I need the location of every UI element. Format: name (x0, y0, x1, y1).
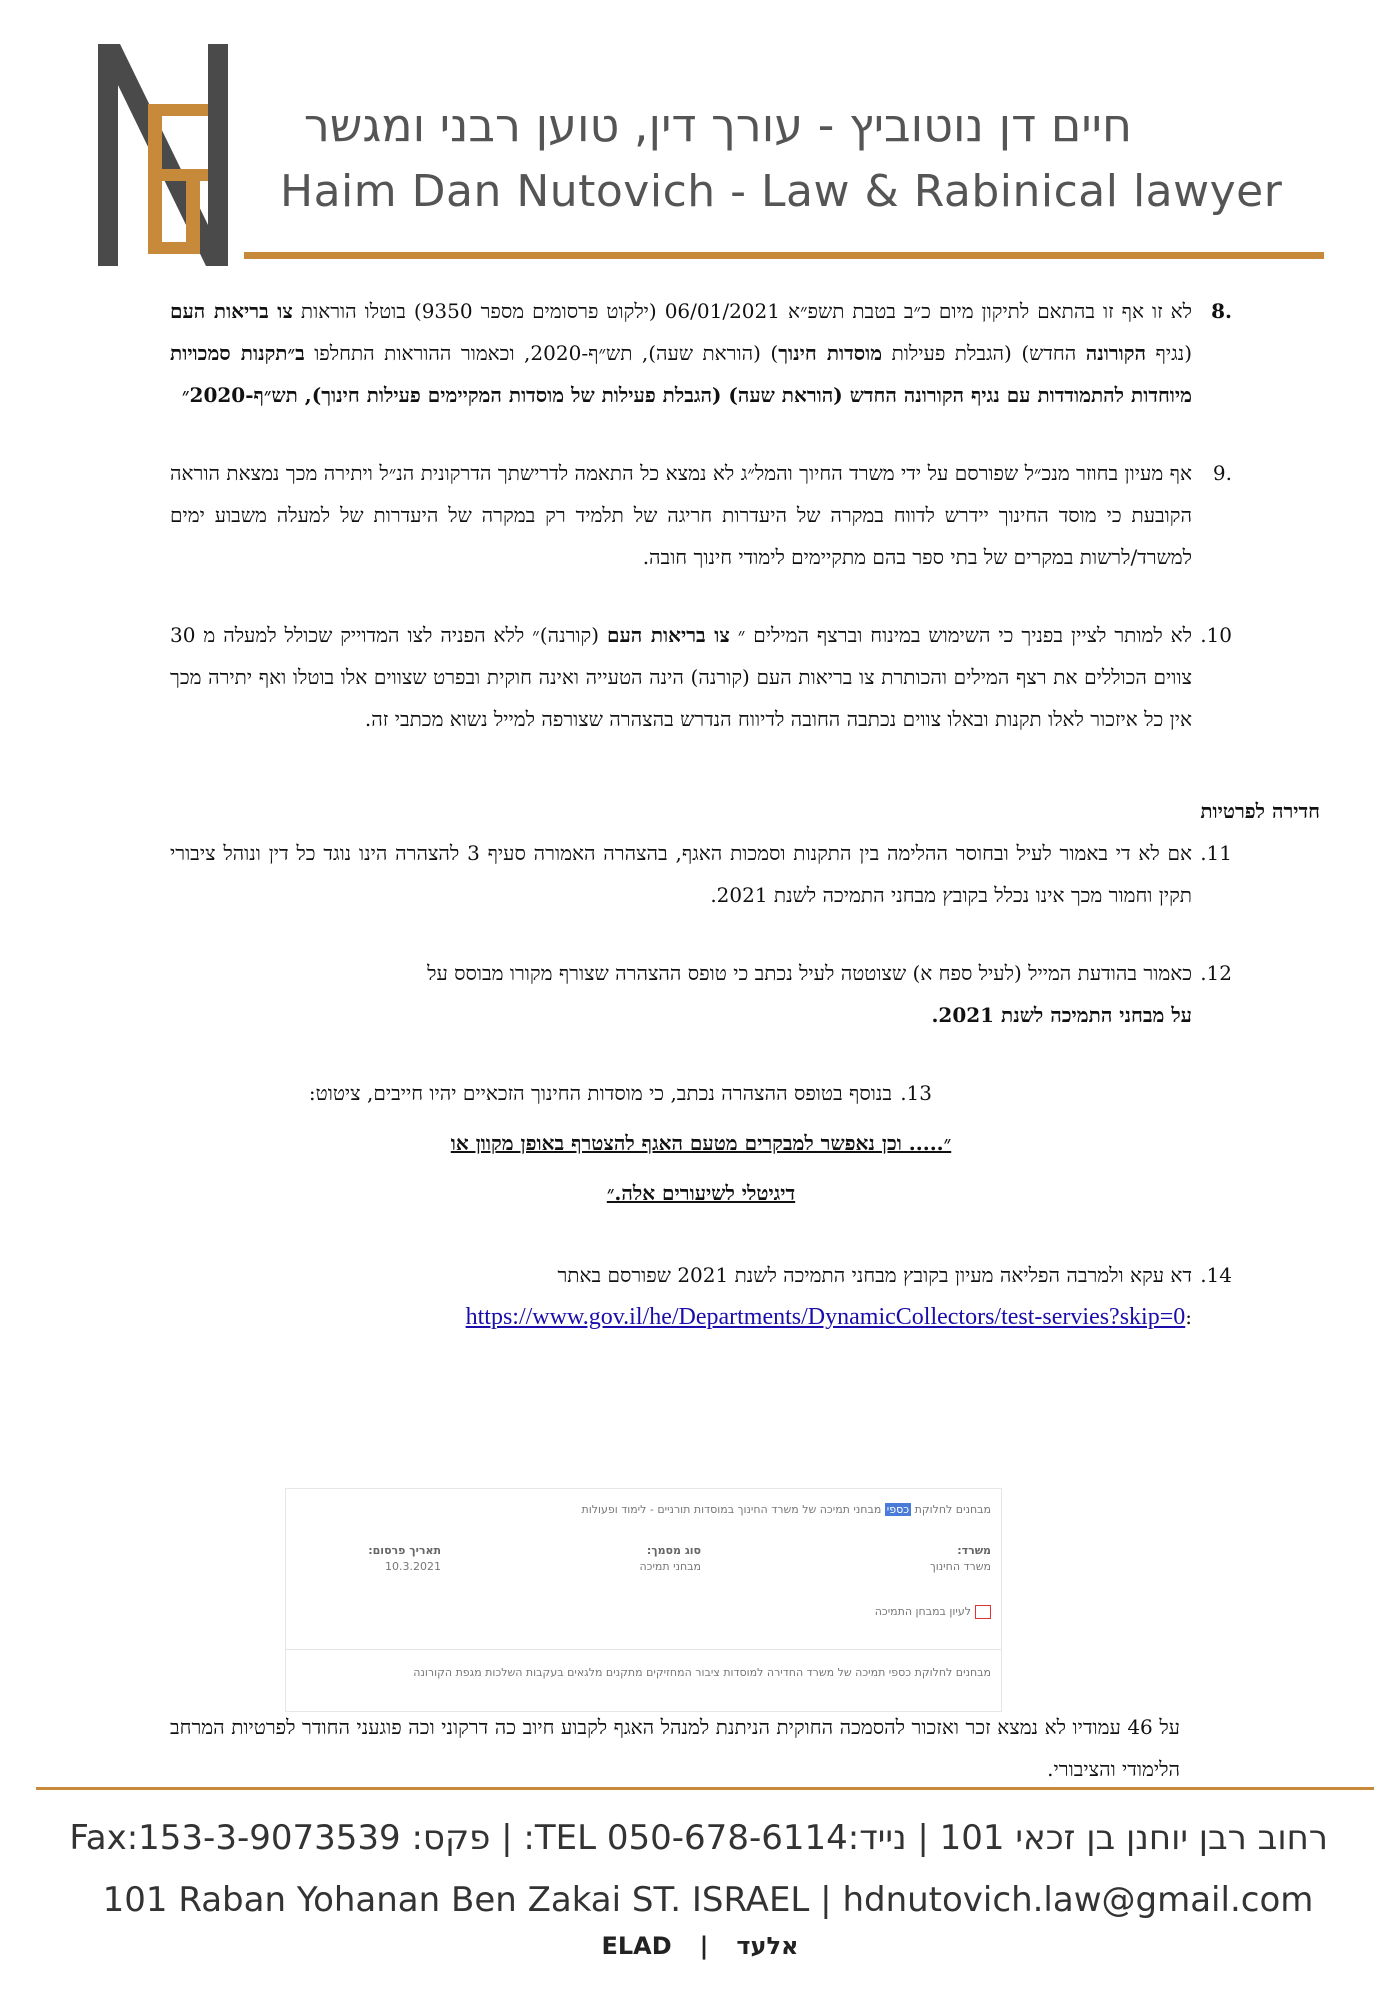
text-run: (קורנה)״ ללא הפניה לצו המדוייק שכולל למעלה מ 30 צווים הכוללים את רצף המילים והכותרת צו בריאות העם (קורנה) הינה הטעייה ואינה חוקית ובפרט שצווים אלו בוטלו ואף יתירה מכך אין כל איזכור לאלו תקנות ובאלו צווים נכתבה החובה לדיווח הנדרש בהצהרה שצורפה למייל נשוא מכתבי זה. (170, 623, 1192, 731)
city-hebrew: אלעד (736, 1932, 799, 1960)
city-english: ELAD (601, 1932, 672, 1960)
bold-run: על מבחני התמיכה לשנת 2021. (931, 1003, 1192, 1027)
field-value: מבחני תמיכה (639, 1560, 701, 1573)
paragraph-number: 12. (1200, 961, 1232, 985)
spacer (170, 1214, 1232, 1254)
field-value: משרד החינוך (929, 1560, 991, 1573)
text-run: ) (הוראת שעה), תש״ף-2020, וכאמור ההוראות התחלפו (304, 341, 779, 365)
closing-paragraph: על 46 עמודיו לא נמצא זכר ואזכור להסמכה החוקית הניתנת למנהל האגף לקבוע חיוב כה דרקוני וכה פוגעני החודר לפרטיות המרחב הלימודי והציבורי. (170, 1715, 1180, 1781)
bold-run: צו בריאות העם (170, 299, 293, 323)
text-run: : (1185, 1305, 1192, 1329)
embed-note: מבחנים לחלוקת כספי תמיכה של משרד החדירה למוסדות ציבור המחזיקים מתקנים מלגאים בעקבות השלכות מגפת הקורונה (413, 1666, 991, 1679)
paragraph-text: בנוסף בטופס ההצהרה נכתב, כי מוסדות החינוך הזכאיים יהיו חייבים, ציטוט: (308, 1081, 892, 1105)
bold-run: צו בריאות העם (606, 623, 730, 647)
text-run: (נגיף (1146, 341, 1193, 365)
paragraph-11 (170, 832, 1232, 916)
header-title-english: Haim Dan Nutovich - Law & Rabinical lawyer (280, 166, 1283, 217)
field-label: משרד: (957, 1544, 991, 1557)
text-run: כאמור בהודעת המייל (לעיל ספח א) שצוטטה לעיל נכתב כי טופס ההצהרה שצורף מקורו מבוסס על (427, 961, 1192, 985)
paragraph-number: 11. (1200, 841, 1232, 865)
text-run: מבחנים לחלוקת (911, 1503, 991, 1516)
bold-run: הקורונה (1085, 341, 1147, 365)
header-title-hebrew: חיים דן נוטוביץ - עורך דין, טוען רבני ומגשר (303, 98, 1132, 152)
paragraph-number: .9 (1212, 461, 1232, 485)
embed-type-field (639, 1543, 701, 1575)
text-run: מבחני תמיכה של משרד החינוך במוסדות תורניים - לימוד ופעולות (581, 1503, 885, 1516)
embed-divider (286, 1649, 1001, 1650)
section-heading: חדירה לפרטיות (1200, 799, 1320, 823)
letter-body (170, 290, 1320, 1338)
bold-run: מוסדות חינוך (778, 341, 883, 365)
spacer (170, 578, 1232, 614)
paragraph-text: אם לא די באמור לעיל ובחוסר ההלימה בין התקנות וסמכות האגף, בהצהרה האמורה סעיף 3 להצהרה הינו נוגד כל דין ונוהל ציבורי תקין וחמור מכך אינו נכלל בקובץ מבחני התמיכה לשנת 2021. (170, 841, 1192, 907)
text-run: לא למותר לציין בפניך כי השימוש במינוח וברצף המילים ״ (729, 623, 1193, 647)
link-text: לעיון במבחן התמיכה (874, 1605, 971, 1618)
paragraph-8 (170, 290, 1232, 416)
paragraph-text (170, 290, 1192, 416)
paragraph-number: 14. (1200, 1263, 1232, 1287)
paragraph-9 (170, 452, 1232, 578)
separator: | (699, 1932, 709, 1960)
field-label: סוג מסמך: (646, 1544, 701, 1557)
pdf-icon (975, 1605, 991, 1619)
field-label: תאריך פרסום: (368, 1544, 441, 1557)
quote-line-2: דיגיטלי לשיעורים אלה.״ (606, 1181, 796, 1205)
paragraph-text: אף מעיון בחוזר מנכ״ל שפורסם על ידי משרד החיוך והמל״ג לא נמצא כל התאמה לדרישתך הדרקונית הנ״ל ויתירה מכך נמצאת הוראה הקובעת כי מוסד החינוך יידרש לדווח במקרה של היעדרות חריגה של תלמיד רק במקרה של היעדרות של למעלה משבוע ימים למשרד/לרשות במקרים של בתי ספר בהם מתקיימים לימודי חינוך חובה. (170, 461, 1192, 569)
tests-url-link[interactable]: https://www.gov.il/he/Departments/DynamicCollectors/test-servies?skip=0 (465, 1304, 1186, 1330)
quote-line-1: ״..... וכן נאפשר למבקרים מטעם האגף להצטרף באופן מקוון או (450, 1131, 952, 1155)
paragraph-10 (170, 614, 1232, 740)
paragraph-text (170, 1254, 1192, 1338)
footer-address-line: 101 Raban Yohanan Ben Zakai ST. ISRAEL | hdnutovich.law@gmail.com (102, 1880, 1314, 1920)
spacer (170, 1036, 1232, 1072)
header-divider (244, 252, 1324, 259)
embedded-website-screenshot (285, 1488, 1002, 1712)
text-run: החדש) (הגבלת פעילות (882, 341, 1086, 365)
spacer (170, 916, 1232, 952)
footer-divider (36, 1787, 1374, 1790)
field-value: 10.3.2021 (385, 1560, 441, 1573)
highlighted-run: כספי (886, 1503, 910, 1516)
text-run: דא עקא ולמרבה הפליאה מעיון בקובץ מבחני התמיכה לשנת 2021 שפורסם באתר (557, 1263, 1192, 1287)
paragraph-14 (170, 1254, 1232, 1338)
hdn-logo (96, 44, 238, 266)
spacer (170, 416, 1232, 452)
footer-city-line (0, 1932, 1400, 1960)
embed-date-field (368, 1543, 441, 1575)
paragraph-text (170, 952, 1192, 1036)
spacer (170, 740, 1232, 780)
embed-ministry-field (930, 1543, 991, 1575)
paragraph-number: 10. (1200, 623, 1232, 647)
paragraph-text (170, 614, 1192, 740)
paragraph-number: 13. (900, 1081, 932, 1105)
paragraph-12 (170, 952, 1232, 1036)
footer-contact-line: רחוב רבן יוחנן בן זכאי 101 | נייד:050-678-6114 TEL: | פקס: Fax:153-3-9073539 (69, 1818, 1328, 1858)
embed-pdf-link (875, 1605, 991, 1619)
bold-run: ב״תקנות סמכויות מיוחדות להתמודדות עם נגיף הקורונה החדש (הוראת שעה) (הגבלת פעילות של מוסדות המקיימים פעילות חינוך), תש״ף-2020״ (170, 341, 1192, 407)
paragraph-13 (170, 1072, 1232, 1114)
embed-breadcrumb (581, 1503, 991, 1516)
paragraph-number: .8 (1211, 299, 1232, 323)
text-run: לא זו אף זו בהתאם לתיקון מיום כ״ב בטבת תשפ״א 06/01/2021 (ילקוט פרסומים מספר 9350) בוטלו הוראות (292, 299, 1193, 323)
